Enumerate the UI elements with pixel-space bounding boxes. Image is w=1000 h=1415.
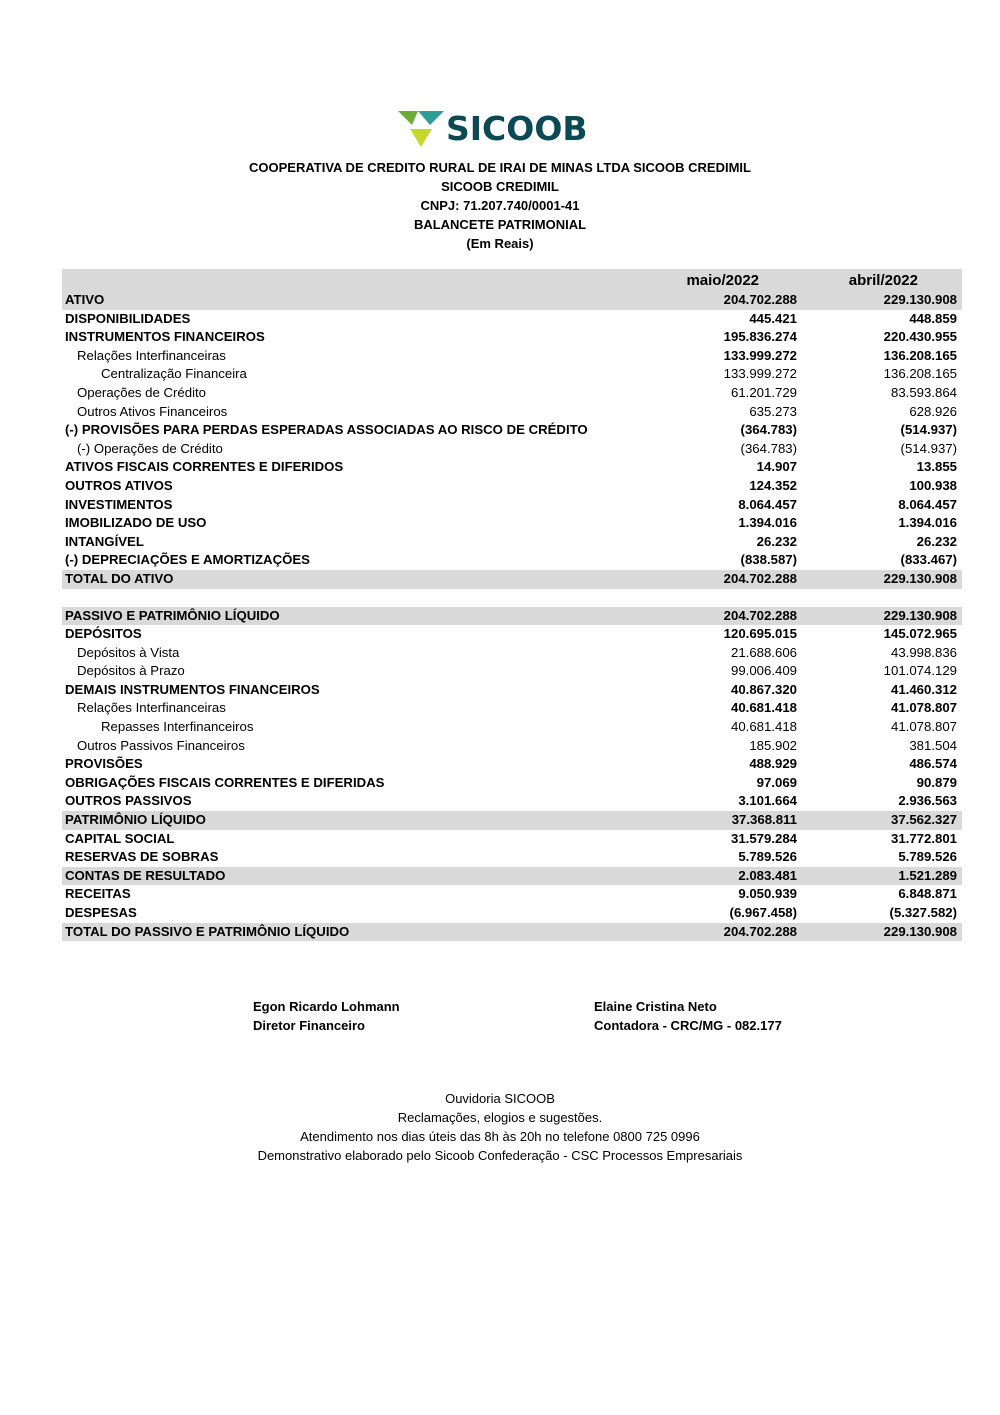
table-row: [62, 607, 962, 626]
row-value-maio: (364.783): [740, 440, 797, 456]
row-value-abril: (514.937): [900, 422, 957, 438]
row-value-abril: 229.130.908: [883, 607, 957, 623]
table-row: [62, 923, 962, 942]
row-label: ATIVOS FISCAIS CORRENTES E DIFERIDOS: [65, 459, 344, 475]
row-label: DISPONIBILIDADES: [65, 310, 191, 326]
row-value-abril: 41.460.312: [890, 681, 957, 697]
column-header-row: [62, 269, 962, 291]
row-value-abril: 8.064.457: [898, 496, 957, 512]
table-row: [62, 681, 962, 700]
row-value-maio: 31.579.284: [730, 830, 797, 846]
row-value-abril: 2.936.563: [898, 793, 957, 809]
row-label: OBRIGAÇÕES FISCAIS CORRENTES E DIFERIDAS: [65, 774, 385, 790]
row-value-maio: 488.929: [749, 756, 797, 772]
row-label: PROVISÕES: [65, 756, 143, 772]
signature-name: Egon Ricardo Lohmann: [253, 999, 400, 1014]
row-value-maio: 2.083.481: [738, 867, 797, 883]
document-title: BALANCETE PATRIMONIAL: [413, 217, 587, 232]
row-value-abril: 229.130.908: [883, 923, 957, 939]
row-value-maio: 61.201.729: [730, 384, 797, 400]
row-value-abril: 229.130.908: [883, 292, 957, 307]
footer-ombudsman: Ouvidoria SICOOB: [445, 1091, 555, 1106]
row-value-abril: 83.593.864: [890, 384, 957, 400]
row-value-maio: 14.907: [756, 459, 797, 475]
row-value-maio: 124.352: [749, 477, 797, 493]
table-row: [62, 699, 962, 718]
table-row: [62, 403, 962, 422]
row-value-maio: (6.967.458): [729, 905, 797, 920]
footer-hours-phone: Atendimento nos dias úteis das 8h às 20h no telefone 0800 725 0996: [300, 1129, 700, 1144]
row-label: INTANGÍVEL: [65, 533, 144, 549]
table-row: [62, 551, 962, 570]
table-row: [62, 848, 962, 867]
row-value-abril: 628.926: [909, 403, 957, 419]
sicoob-logo-icon: [398, 109, 446, 149]
row-label: IMOBILIZADO DE USO: [65, 515, 207, 531]
row-value-abril: 136.208.165: [883, 366, 957, 382]
table-row: [62, 291, 962, 310]
row-value-abril: 101.074.129: [883, 663, 957, 679]
row-value-maio: 120.695.015: [723, 626, 797, 642]
table-row: [62, 384, 962, 403]
row-label: ATIVO: [65, 292, 105, 307]
row-label: Outros Ativos Financeiros: [77, 403, 228, 419]
row-value-maio: 8.064.457: [738, 496, 797, 512]
footer: [0, 1089, 1000, 1165]
row-value-abril: 37.562.327: [890, 812, 957, 828]
table-row: [62, 533, 962, 552]
row-label: DEPÓSITOS: [65, 626, 142, 642]
row-label: PASSIVO E PATRIMÔNIO LÍQUIDO: [65, 607, 280, 623]
row-value-maio: 37.368.811: [731, 812, 797, 828]
document-header: [0, 158, 1000, 253]
row-value-abril: 41.078.807: [890, 700, 957, 716]
row-value-maio: 40.681.418: [730, 700, 797, 716]
table-row: [62, 328, 962, 347]
row-value-maio: 445.421: [749, 310, 797, 326]
table-row: [62, 830, 962, 849]
row-value-maio: 1.394.016: [738, 515, 797, 531]
signature-accountant: [594, 997, 782, 1035]
row-label: (-) Operações de Crédito: [77, 440, 223, 456]
footer-feedback: Reclamações, elogios e sugestões.: [397, 1110, 603, 1125]
row-label: TOTAL DO ATIVO: [65, 570, 174, 586]
row-value-abril: 486.574: [909, 756, 957, 772]
row-label: Outros Passivos Financeiros: [77, 737, 245, 753]
signature-name: Elaine Cristina Neto: [594, 999, 717, 1014]
sicoob-logo: [398, 108, 588, 150]
row-value-abril: 43.998.836: [890, 644, 957, 660]
row-value-maio: 204.702.288: [723, 570, 797, 586]
row-value-abril: 1.521.289: [898, 867, 957, 883]
row-label: TOTAL DO PASSIVO E PATRIMÔNIO LÍQUIDO: [65, 923, 350, 939]
row-label: Repasses Interfinanceiros: [101, 719, 254, 735]
table-row: [62, 662, 962, 681]
table-row: [62, 755, 962, 774]
row-value-abril: 381.504: [909, 737, 957, 753]
row-value-abril: 145.072.965: [883, 626, 957, 642]
row-label: CAPITAL SOCIAL: [65, 830, 175, 846]
row-value-maio: 635.273: [749, 403, 797, 419]
row-label: (-) PROVISÕES PARA PERDAS ESPERADAS ASSOCIADAS AO RISCO DE CRÉDITO: [65, 422, 588, 438]
row-value-abril: 31.772.801: [890, 830, 957, 846]
row-value-abril: 1.394.016: [898, 515, 957, 531]
row-value-abril: 229.130.908: [883, 570, 957, 586]
row-value-maio: 185.902: [749, 737, 797, 753]
table-row: [62, 496, 962, 515]
footer-prepared-by: Demonstrativo elaborado pelo Sicoob Confederação - CSC Processos Empresariais: [257, 1148, 743, 1163]
row-label: Depósitos à Vista: [77, 644, 180, 660]
row-value-abril: 6.848.871: [898, 886, 957, 902]
row-value-maio: 3.101.664: [738, 793, 797, 809]
signature-role: Diretor Financeiro: [253, 1018, 365, 1033]
row-value-abril: 136.208.165: [883, 347, 957, 363]
logo-text: SICOOB: [446, 109, 588, 148]
row-value-maio: 5.789.526: [738, 849, 797, 865]
table-row: [62, 904, 962, 923]
table-row: [62, 477, 962, 496]
row-value-maio: 204.702.288: [723, 923, 797, 939]
row-value-maio: (838.587): [740, 552, 797, 568]
table-row: [62, 514, 962, 533]
table-row: [62, 625, 962, 644]
row-label: Centralização Financeira: [101, 366, 247, 382]
short-name: SICOOB CREDIMIL: [441, 179, 559, 194]
row-value-abril: 26.232: [916, 533, 957, 549]
table-row: [62, 365, 962, 384]
row-value-abril: 448.859: [909, 310, 957, 326]
row-value-abril: (514.937): [900, 440, 957, 456]
cnpj: CNPJ: 71.207.740/0001-41: [420, 198, 580, 213]
row-label: Relações Interfinanceiras: [77, 700, 226, 716]
table-row: [62, 644, 962, 663]
ativo-section: [62, 291, 962, 589]
document-subtitle: (Em Reais): [466, 236, 534, 251]
section-gap: [62, 589, 962, 607]
row-value-maio: (364.783): [740, 422, 797, 438]
balance-sheet-table: [62, 269, 962, 941]
table-row: [62, 421, 962, 440]
row-label: INSTRUMENTOS FINANCEIROS: [65, 329, 265, 345]
row-value-abril: 100.938: [909, 477, 957, 493]
row-value-abril: 5.789.526: [898, 849, 957, 865]
row-value-abril: 13.855: [916, 459, 957, 475]
row-value-abril: 220.430.955: [883, 329, 957, 345]
column-header-maio: maio/2022: [686, 272, 759, 289]
row-label: Depósitos à Prazo: [77, 663, 185, 679]
row-value-maio: 133.999.272: [723, 366, 797, 382]
row-label: PATRIMÔNIO LÍQUIDO: [65, 812, 206, 828]
table-row: [62, 774, 962, 793]
row-label: (-) DEPRECIAÇÕES E AMORTIZAÇÕES: [65, 552, 310, 568]
row-value-abril: (5.327.582): [889, 905, 957, 920]
row-value-maio: 133.999.272: [723, 347, 797, 363]
table-row: [62, 347, 962, 366]
signature-role: Contadora - CRC/MG - 082.177: [594, 1018, 782, 1033]
row-label: OUTROS PASSIVOS: [65, 793, 192, 809]
table-row: [62, 440, 962, 459]
row-value-maio: 26.232: [756, 533, 797, 549]
row-value-maio: 204.702.288: [723, 607, 797, 623]
table-row: [62, 792, 962, 811]
signature-director: [253, 997, 400, 1035]
table-row: [62, 867, 962, 886]
row-label: Relações Interfinanceiras: [77, 347, 226, 363]
row-value-abril: (833.467): [900, 552, 957, 568]
column-header-abril: abril/2022: [848, 272, 918, 289]
table-row: [62, 718, 962, 737]
row-value-maio: 97.069: [756, 774, 797, 790]
table-row: [62, 885, 962, 904]
table-row: [62, 737, 962, 756]
row-value-maio: 99.006.409: [730, 663, 797, 679]
row-label: DEMAIS INSTRUMENTOS FINANCEIROS: [65, 681, 320, 697]
row-label: RECEITAS: [65, 886, 131, 902]
table-row: [62, 570, 962, 589]
passivo-section: [62, 607, 962, 942]
company-name: COOPERATIVA DE CREDITO RURAL DE IRAI DE MINAS LTDA SICOOB CREDIMIL: [249, 160, 751, 175]
row-label: INVESTIMENTOS: [65, 496, 173, 512]
row-value-maio: 195.836.274: [723, 329, 797, 345]
row-label: DESPESAS: [65, 905, 137, 920]
row-value-maio: 40.867.320: [730, 681, 797, 697]
row-value-abril: 90.879: [916, 774, 957, 790]
row-value-maio: 204.702.288: [723, 292, 797, 307]
row-label: Operações de Crédito: [77, 384, 207, 400]
row-value-maio: 40.681.418: [730, 719, 797, 735]
table-row: [62, 458, 962, 477]
row-value-maio: 9.050.939: [738, 886, 797, 902]
table-row: [62, 811, 962, 830]
table-row: [62, 310, 962, 329]
row-value-maio: 21.688.606: [730, 644, 797, 660]
row-label: CONTAS DE RESULTADO: [65, 867, 226, 883]
row-label: RESERVAS DE SOBRAS: [65, 849, 219, 865]
row-value-abril: 41.078.807: [890, 719, 957, 735]
row-label: OUTROS ATIVOS: [65, 477, 173, 493]
